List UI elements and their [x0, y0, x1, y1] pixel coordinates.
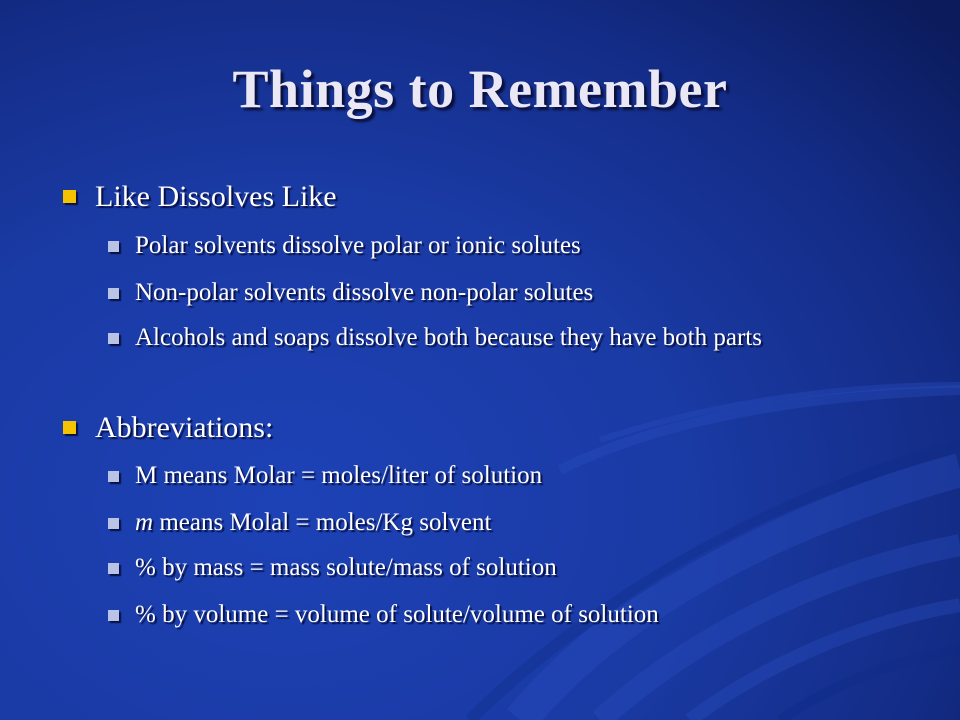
sub-bullet-text: Non-polar solvents dissolve non-polar solutes	[135, 279, 594, 306]
bullet-text: Abbreviations:	[95, 411, 274, 444]
square-bullet-icon	[108, 518, 119, 529]
square-bullet-icon	[108, 610, 119, 621]
square-bullet-icon	[108, 288, 119, 299]
sub-bullet-text: % by volume = volume of solute/volume of solution	[135, 601, 659, 628]
sub-bullet-alcohols-and-soaps	[135, 323, 855, 353]
bullet-like-dissolves-like	[95, 180, 895, 214]
sub-bullet-non-polar-solvents	[135, 278, 875, 308]
square-bullet-icon	[108, 333, 119, 344]
slide-title: Things to Remember	[232, 59, 728, 119]
sub-bullet-percent-by-volume	[135, 600, 875, 630]
sub-bullet-text: M means Molar = moles/liter of solution	[135, 462, 543, 489]
sub-bullet-text: means Molal = moles/Kg solvent	[153, 509, 492, 536]
square-bullet-icon	[108, 563, 119, 574]
square-bullet-icon	[108, 241, 119, 252]
square-bullet-icon	[63, 421, 76, 434]
sub-bullet-molar	[135, 461, 875, 491]
sub-bullet-polar-solvents	[135, 231, 875, 261]
square-bullet-icon	[63, 190, 76, 203]
molal-symbol: m	[135, 509, 154, 536]
bullet-text: Like Dissolves Like	[95, 180, 337, 213]
sub-bullet-text: % by mass = mass solute/mass of solution	[135, 554, 557, 581]
sub-bullet-percent-by-mass	[135, 553, 875, 583]
bullet-abbreviations	[95, 411, 895, 445]
sub-bullet-text: Polar solvents dissolve polar or ionic solutes	[135, 232, 581, 259]
sub-bullet-text: Alcohols and soaps dissolve both because they have both parts	[135, 324, 762, 351]
sub-bullet-molal	[135, 508, 875, 538]
square-bullet-icon	[108, 471, 119, 482]
